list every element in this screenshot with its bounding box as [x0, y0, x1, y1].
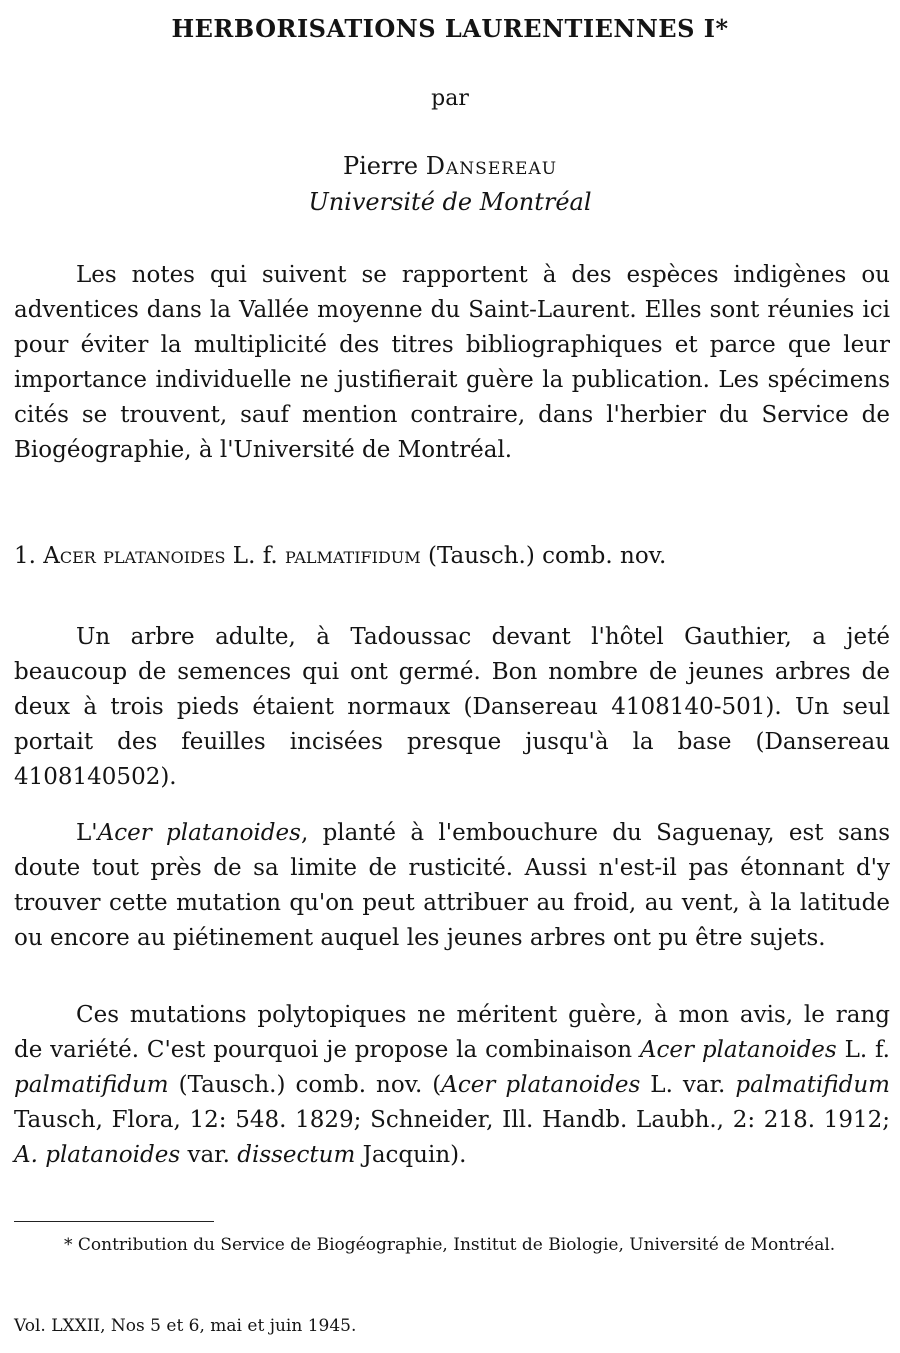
- author-name: [0, 152, 900, 180]
- p3-a: Ces mutations polytopiques ne méritent guère, à mon avis, le rang de variété. C'est pourquoi je propose la combinaison: [14, 1002, 890, 1063]
- section-number: 1.: [14, 543, 36, 569]
- section-rest: (Tausch.) comb. nov.: [427, 543, 667, 569]
- author-first-name: Pierre: [342, 152, 419, 180]
- section-heading-1: [14, 543, 894, 569]
- p2-lead: L': [76, 820, 98, 846]
- p3-k: var.: [180, 1142, 238, 1168]
- article-title: HERBORISATIONS LAURENTIENNES I*: [171, 14, 729, 43]
- footnote: * Contribution du Service de Biogéographie, Institut de Biologie, Université de Montréal.: [64, 1235, 836, 1255]
- paragraph-2: [14, 816, 890, 956]
- p3-h: palmatifidum: [735, 1072, 890, 1098]
- p3-l: dissectum: [237, 1142, 356, 1168]
- section-author: L. f.: [232, 543, 278, 569]
- author-affiliation: Université de Montréal: [308, 188, 592, 216]
- volume-line: Vol. LXXII, Nos 5 et 6, mai et juin 1945.: [14, 1316, 357, 1336]
- section-genus: Acer platanoides: [43, 543, 226, 569]
- paragraph-1: Un arbre adulte, à Tadoussac devant l'hôtel Gauthier, a jeté beaucoup de semences qui ont germé. Bon nombre de jeunes arbres de deux à trois pieds étaient normaux (Dansereau 4108140-501). Un seul portait des feuilles incisées presque jusqu'à la base (Dansereau 4108140502).: [14, 624, 890, 790]
- author-last-name: Dansereau: [425, 152, 558, 180]
- p3-b: Acer platanoides: [639, 1037, 837, 1063]
- p2-rest: , planté à l'embouchure du Saguenay, est sans doute tout près de sa limite de rusticité. Aussi n'est-il pas étonnant d'y trouver cette mutation qu'on peut attribuer au froid, au vent, à la latitude ou encore au piétinement auquel les jeunes arbres ont pu être sujets.: [14, 820, 890, 951]
- footnote-rule: [14, 1221, 214, 1222]
- p3-e: (Tausch.) comb. nov. (: [168, 1072, 442, 1098]
- paragraph-3: [14, 998, 890, 1173]
- p3-m: Jacquin).: [355, 1142, 467, 1168]
- byline-par: par: [431, 86, 469, 111]
- p3-i: Tausch, Flora, 12: 548. 1829; Schneider, Ill. Handb. Laubh., 2: 218. 1912;: [14, 1107, 890, 1133]
- intro-paragraph: Les notes qui suivent se rapportent à des espèces indigènes ou adventices dans la Vallée moyenne du Saint-Laurent. Elles sont réunies ici pour éviter la multiplicité des titres bibliographiques et parce que leur importance individuelle ne justifierait guère la publication. Les spécimens cités se trouvent, sauf mention contraire, dans l'herbier du Service de Biogéographie, à l'Université de Montréal.: [14, 262, 890, 463]
- section-form: palmatifidum: [285, 543, 421, 569]
- p2-species: Acer platanoides: [97, 820, 301, 846]
- p3-d: palmatifidum: [14, 1072, 169, 1098]
- p3-j: A. platanoides: [14, 1142, 181, 1168]
- p3-g: L. var.: [640, 1072, 736, 1098]
- p3-f: Acer platanoides: [441, 1072, 641, 1098]
- p3-c: L. f.: [836, 1037, 890, 1063]
